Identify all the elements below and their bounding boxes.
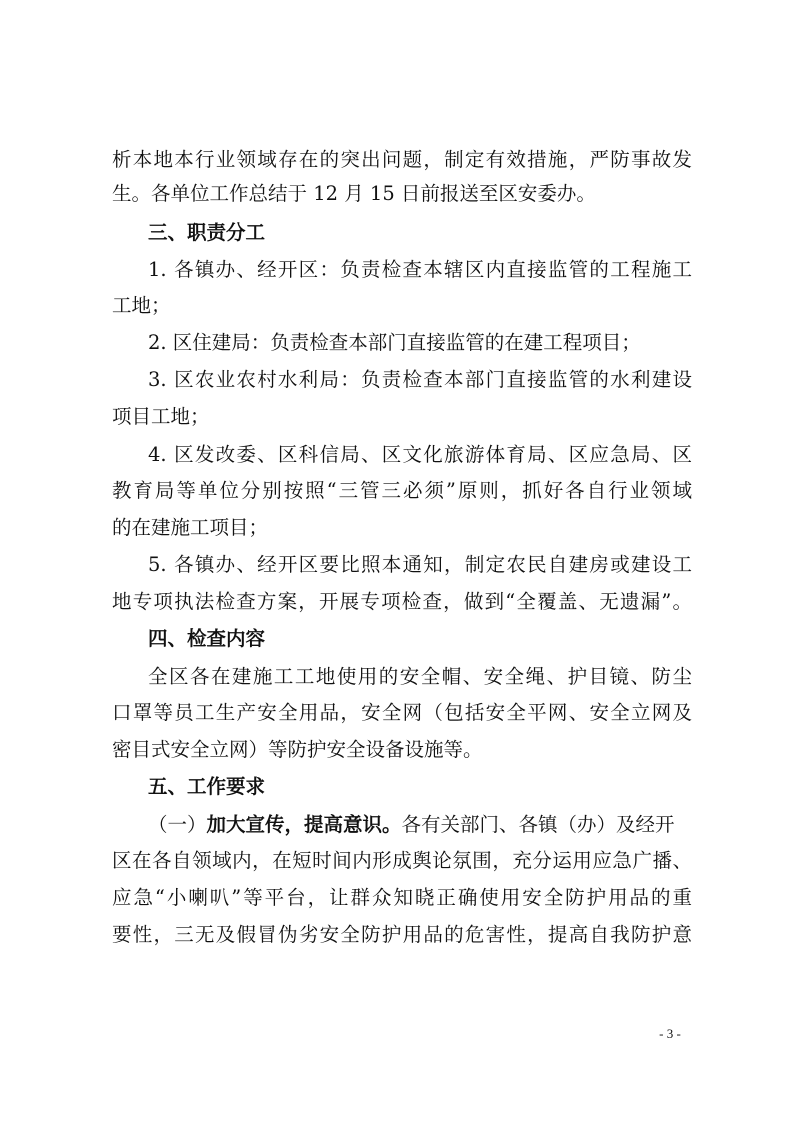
body-line: 区在各自领域内，在短时间内形成舆论氛围，充分运用应急广播、 [112,849,692,872]
duty-item-1: 1. 各镇办、经开区：负责检查本辖区内直接监管的工程施工 [148,258,692,281]
item-number: （一） [148,813,207,836]
body-line: 教育局等单位分别按照“三管三必须”原则，抓好各自行业领域 [112,479,692,502]
requirement-item-1 [148,811,692,839]
section-heading-inspection: 四、检查内容 [148,627,266,650]
body-line: 的在建施工项目； [112,516,269,539]
body-line: 应急“小喇叭”等平台，让群众知晓正确使用安全防护用品的重 [112,886,692,909]
body-line: 项目工地； [112,405,210,428]
body-line: 密目式安全立网）等防护安全设备设施等。 [112,738,483,761]
page-number: - 3 - [659,1026,681,1041]
item-text: 各有关部门、各镇（办）及经开 [401,813,675,836]
duty-item-3: 3. 区农业农村水利局：负责检查本部门直接监管的水利建设 [148,368,692,391]
duty-item-4: 4. 区发改委、区科信局、区文化旅游体育局、区应急局、区 [148,443,692,466]
duty-item-2: 2. 区住建局：负责检查本部门直接监管的在建工程项目； [148,331,641,354]
body-line: 口罩等员工生产安全用品，安全网（包括安全平网、安全立网及 [112,701,692,724]
body-line: 工地； [112,294,171,317]
body-line: 生。各单位工作总结于 12 月 15 日前报送至区安委办。 [112,182,596,205]
section-heading-requirements: 五、工作要求 [148,775,266,798]
section-heading-duties: 三、职责分工 [148,221,266,244]
item-title: 加大宣传，提高意识。 [206,813,402,836]
body-line: 全区各在建施工工地使用的安全帽、安全绳、护目镜、防尘 [148,665,692,688]
duty-item-5: 5. 各镇办、经开区要比照本通知，制定农民自建房或建设工 [148,553,692,576]
body-line: 析本地本行业领域存在的突出问题，制定有效措施，严防事故发 [112,148,692,171]
body-line: 要性，三无及假冒伪劣安全防护用品的危害性，提高自我防护意 [112,923,692,946]
body-line: 地专项执法检查方案，开展专项检查，做到“全覆盖、无遗漏”。 [112,590,692,613]
